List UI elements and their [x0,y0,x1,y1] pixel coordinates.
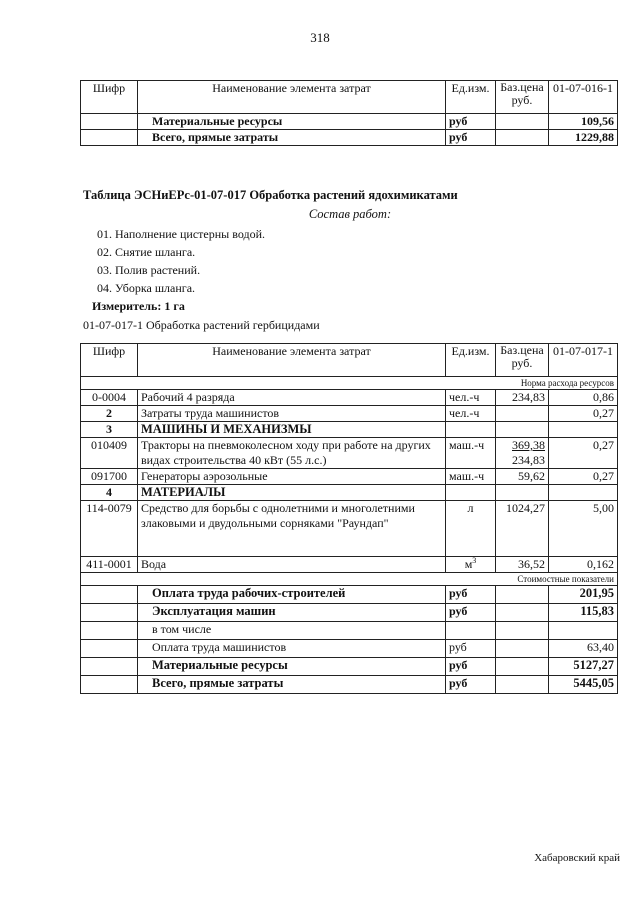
row-code: 091700 [81,469,138,485]
row-name: Материальные ресурсы [138,114,446,130]
total-unit: руб [446,676,496,694]
total-note: в том числе [138,622,446,640]
row-unit: м [464,557,473,571]
section-code: 4 [81,485,138,501]
header-norm-code: 01-07-017-1 [549,344,618,377]
row-unit-exponent: 3 [472,556,477,565]
top-cost-table [80,80,618,146]
footer-region: Хабаровский край [534,852,620,864]
row-value: 1229,88 [549,130,618,146]
total-value: 115,83 [549,604,618,622]
row-name: Всего, прямые затраты [138,130,446,146]
row-code: 411-0001 [81,557,138,573]
header-code: Шифр [81,81,138,114]
row-unit: л [446,501,496,557]
row-name: Затраты труда машинистов [138,406,446,422]
row-code: 0-0004 [81,390,138,406]
work-step: 02. Снятие шланга. [97,245,196,259]
header-unit: Ед.изм. [446,344,496,377]
total-value: 63,40 [549,640,618,658]
header-unit: Ед.изм. [446,81,496,114]
row-value: 0,27 [549,406,618,422]
row-value: 109,56 [549,114,618,130]
row-name: Рабочий 4 разряда [138,390,446,406]
row-unit: чел.-ч [446,390,496,406]
row-price: 369,38 [512,438,545,452]
main-cost-table [80,343,618,694]
section-heading: МАШИНЫ И МЕХАНИЗМЫ [138,422,446,438]
total-unit: руб [446,604,496,622]
row-value: 0,27 [549,438,618,469]
section-subtitle: Состав работ: [308,207,392,221]
cost-label: Стоимостные показатели [81,573,618,586]
code-line: 01-07-017-1 Обработка растений гербицидами [83,318,320,332]
header-name: Наименование элемента затрат [138,344,446,377]
work-step: 04. Уборка шланга. [97,281,196,295]
row-unit: маш.-ч [446,438,496,469]
row-price: 1024,27 [496,501,549,557]
row-unit: чел.-ч [446,406,496,422]
section-title: Таблица ЭСНиЕРс-01-07-017 Обработка растений ядохимикатами [83,188,458,202]
header-norm-code: 01-07-016-1 [549,81,618,114]
row-value: 5,00 [549,501,618,557]
work-step: 03. Полив растений. [97,263,201,277]
row-code: 2 [81,406,138,422]
row-price: 234,83 [496,390,549,406]
work-step: 01. Наполнение цистерны водой. [97,227,265,241]
row-code: 114-0079 [81,501,138,557]
total-name: Оплата труда рабочих-строителей [138,586,446,604]
header-base-price: Баз.цена руб. [496,81,549,114]
header-base-price: Баз.цена руб. [496,344,549,377]
row-unit: маш.-ч [446,469,496,485]
header-code: Шифр [81,344,138,377]
row-value: 0,162 [549,557,618,573]
total-name: Оплата труда машинистов [138,640,446,658]
row-value: 0,86 [549,390,618,406]
section-code: 3 [81,422,138,438]
section-heading: МАТЕРИАЛЫ [138,485,446,501]
total-name: Материальные ресурсы [138,658,446,676]
row-price-secondary: 234,83 [512,453,545,467]
header-name: Наименование элемента затрат [138,81,446,114]
row-name: Вода [138,557,446,573]
total-value: 201,95 [549,586,618,604]
total-name: Эксплуатация машин [138,604,446,622]
page-number: 318 [310,30,330,45]
total-unit: руб [446,640,496,658]
total-unit: руб [446,658,496,676]
norm-label: Норма расхода ресурсов [81,377,618,390]
total-name: Всего, прямые затраты [138,676,446,694]
row-name: Генераторы аэрозольные [138,469,446,485]
row-unit: руб [446,114,496,130]
row-price: 36,52 [496,557,549,573]
row-unit: руб [446,130,496,146]
meter: Измеритель: 1 га [92,299,185,313]
row-price: 59,62 [496,469,549,485]
total-value: 5445,05 [549,676,618,694]
row-name: Тракторы на пневмоколесном ходу при работе на других видах строительства 40 кВт (55 л.с.) [138,438,446,469]
total-value: 5127,27 [549,658,618,676]
row-code: 010409 [81,438,138,469]
row-value: 0,27 [549,469,618,485]
total-unit: руб [446,586,496,604]
row-name: Средство для борьбы с однолетними и многолетними злаковыми и двудольными сорняками "Раундап" [138,501,446,557]
